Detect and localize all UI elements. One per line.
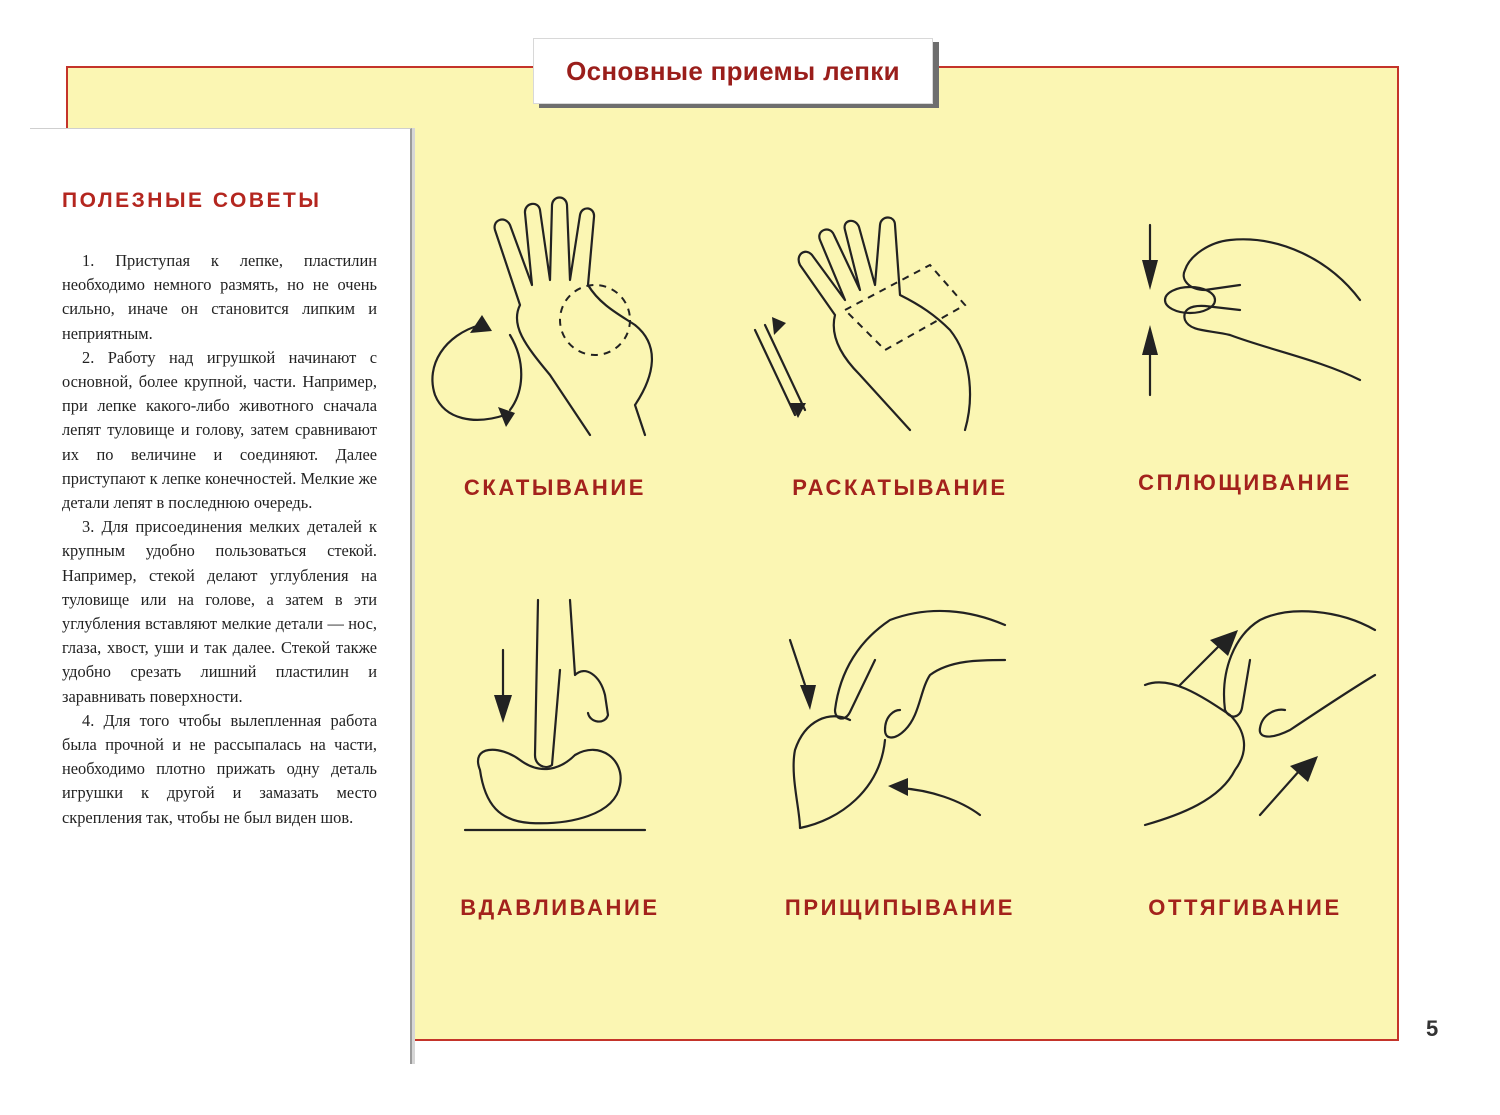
tips-sidebar	[30, 128, 412, 1064]
technique-label: РАСКАТЫВАНИЕ	[792, 475, 1008, 500]
tip-paragraph: 3. Для присоединения мелких деталей к крупным удобно пользоваться стекой. Например, стекой делают углубления на туловище или на голове, а затем в эти углубления вставляют мелкие детали — нос, глаза, хвост, уши и так далее. Стекой также удобно срезать лишний пластилин и заравнивать поверхности.	[62, 517, 377, 706]
hand-rolling-ball-icon	[420, 185, 710, 445]
title-box	[533, 38, 933, 104]
technique-rolling-ball	[420, 185, 710, 500]
tips-body	[62, 249, 377, 830]
tip-paragraph: 2. Работу над игрушкой начинают с основной, более крупной, части. Например, при лепке какого-либо животного сначала лепят туловище и голову, затем сравнивают их по величине и соединяют. Далее приступают к лепке конечностей. Мелкие же детали лепят в последнюю очередь.	[62, 347, 377, 513]
technique-rolling-sausage	[750, 205, 1050, 500]
tips-heading: ПОЛЕЗНЫЕ СОВЕТЫ	[62, 189, 322, 212]
technique-label: ПРИЩИПЫВАНИЕ	[784, 895, 1016, 920]
technique-flattening	[1130, 220, 1370, 495]
technique-pulling	[1140, 600, 1380, 920]
fingers-flattening-icon	[1130, 220, 1370, 400]
technique-label: СКАТЫВАНИЕ	[463, 475, 647, 500]
tip-paragraph: 4. Для того чтобы вылепленная работа была прочной и не рассыпалась на части, необходимо плотно прижать одну деталь игрушки к другой и замазать место скрепления так, чтобы не был виден шов.	[62, 710, 377, 827]
technique-pinching	[780, 600, 1016, 920]
technique-label: СПЛЮЩИВАНИЕ	[1138, 470, 1352, 495]
technique-pressing	[460, 595, 660, 920]
page-title: Основные приемы лепки	[566, 55, 900, 86]
page-number: 5	[1426, 1016, 1439, 1041]
technique-label: ОТТЯГИВАНИЕ	[1148, 895, 1342, 920]
fingers-pulling-icon	[1140, 600, 1380, 835]
tip-paragraph: 1. Приступая к лепке, пластилин необходимо немного размять, но не очень сильно, иначе он становится липким и неприятным.	[62, 251, 377, 343]
hand-rolling-sausage-icon	[750, 205, 1050, 435]
finger-pressing-icon	[460, 595, 660, 835]
technique-label: ВДАВЛИВАНИЕ	[460, 895, 660, 920]
fingers-pinching-icon	[780, 600, 1010, 830]
